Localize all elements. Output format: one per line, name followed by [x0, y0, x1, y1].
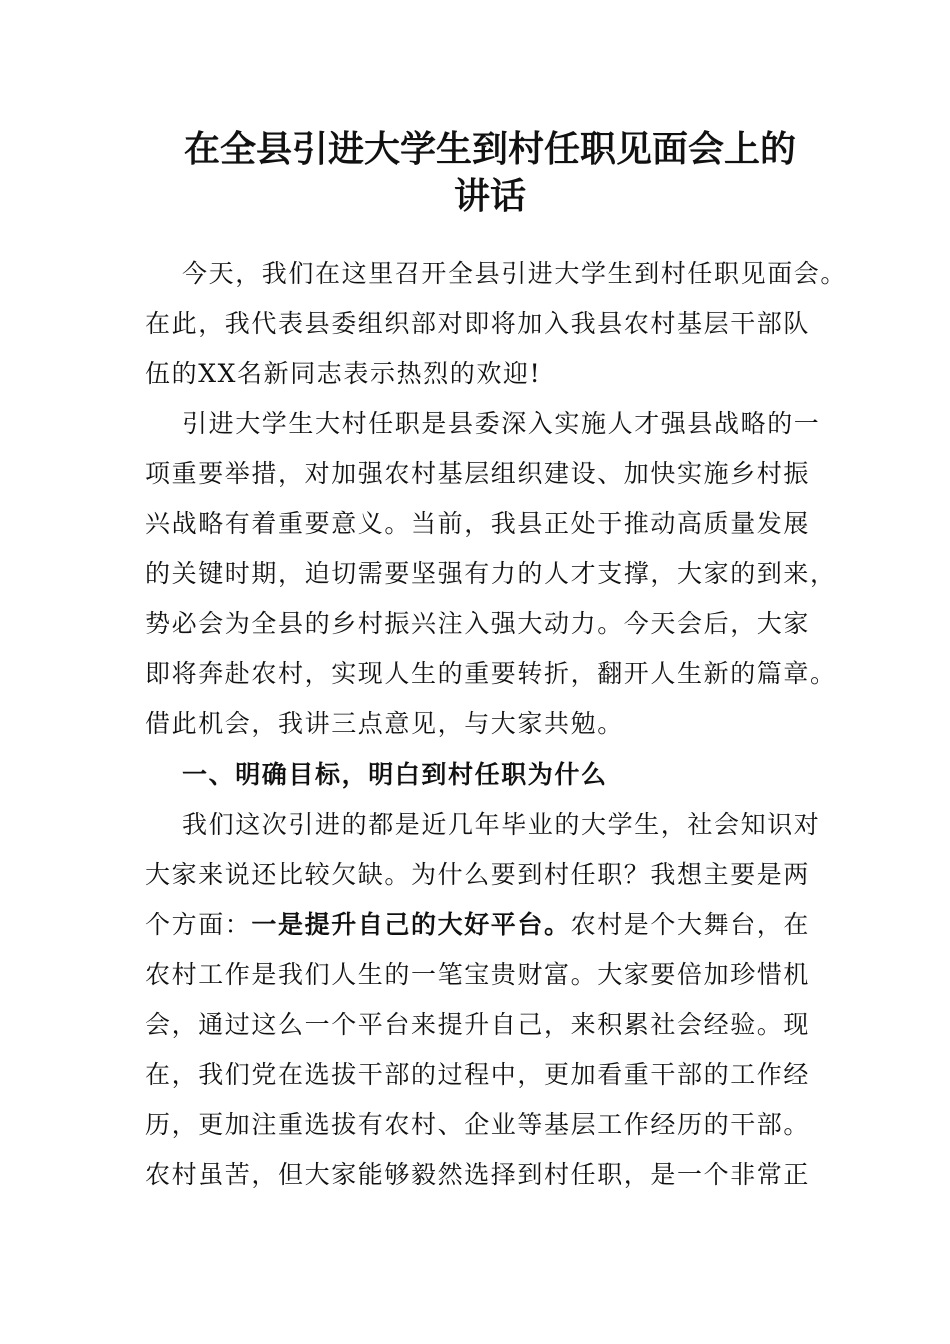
paragraph-line: 农村工作是我们人生的一笔宝贵财富。大家要倍加珍惜机: [145, 960, 811, 989]
paragraph-line: 的关键时期，迫切需要坚强有力的人才支撑，大家的到来，: [145, 559, 837, 588]
paragraph-line: 项重要举措，对加强农村基层组织建设、加快实施乡村振: [145, 459, 811, 488]
paragraph-line: 引进大学生大村任职是县委深入实施人才强县战略的一: [182, 409, 821, 438]
paragraph-line: 势必会为全县的乡村振兴注入强大动力。今天会后，大家: [145, 609, 811, 638]
paragraph-line: 我们这次引进的都是近几年毕业的大学生，社会知识对: [182, 810, 821, 839]
paragraph-line: 借此机会，我讲三点意见，与大家共勉。: [145, 709, 624, 738]
paragraph-line: 在，我们党在选拔干部的过程中，更加看重干部的工作经: [145, 1060, 811, 1089]
bold-point: 一是提升自己的大好平台。: [251, 910, 571, 939]
paragraph-line: 兴战略有着重要意义。当前，我县正处于推动高质量发展: [145, 509, 811, 538]
document-title-line-1: 在全县引进大学生到村任职见面会上的: [183, 129, 796, 170]
paragraph-line: 农村虽苦，但大家能够毅然选择到村任职，是一个非常正: [145, 1160, 811, 1189]
line-text: 个方面：: [145, 910, 252, 939]
paragraph-line: 大家来说还比较欠缺。为什么要到村任职？我想主要是两: [145, 860, 811, 889]
paragraph-line: 历，更加注重选拔有农村、企业等基层工作经历的干部。: [145, 1110, 811, 1139]
line-text: 农村是个大舞台，在: [570, 910, 811, 939]
document-title-line-2: 讲话: [453, 176, 526, 217]
paragraph-line: 会，通过这么一个平台来提升自己，来积累社会经验。现: [145, 1010, 811, 1039]
paragraph-line: 伍的XX名新同志表示热烈的欢迎!: [145, 359, 542, 388]
paragraph-line: 即将奔赴农村，实现人生的重要转折，翻开人生新的篇章。: [145, 659, 837, 688]
paragraph-line: 今天，我们在这里召开全县引进大学生到村任职见面会。: [182, 259, 848, 288]
section-heading: 一、明确目标，明白到村任职为什么: [182, 760, 608, 789]
paragraph-line: [145, 910, 825, 940]
paragraph-line: 在此，我代表县委组织部对即将加入我县农村基层干部队: [145, 309, 811, 338]
